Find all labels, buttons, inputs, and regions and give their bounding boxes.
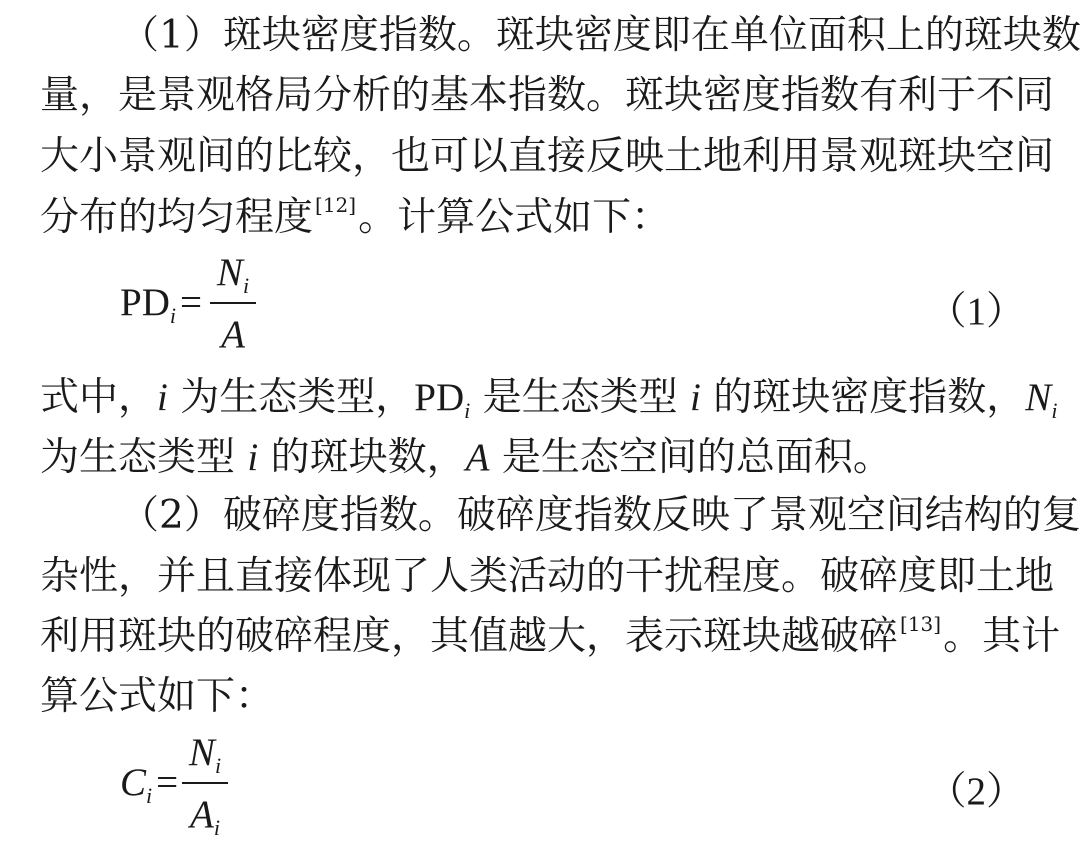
para1-line2: 量，是景观格局分析的基本指数。斑块密度指数有利于不同 (40, 73, 1055, 118)
eq1-fraction (210, 250, 256, 358)
eq2-lhs-main: C (120, 761, 147, 804)
eq2-num-sub: i (214, 753, 222, 778)
eq1-lhs-sub: i (169, 303, 176, 328)
eq1-equals: = (179, 281, 202, 324)
explain-line1 (40, 370, 1058, 426)
explain-line2 (40, 430, 1025, 486)
eq2-denominator (182, 792, 228, 838)
eq1-number: （1） (927, 290, 1025, 333)
para2-line3-text: 利用斑块的破碎程度，其值越大，表示斑块越破碎 (40, 614, 899, 659)
eq2-numerator (182, 730, 228, 776)
para2-line3-end: 。其计 (943, 614, 1061, 659)
eq1-lhs (120, 280, 202, 328)
explain-b4: A (465, 436, 490, 479)
eq2-lhs (120, 760, 179, 808)
eq2-lhs-sub: i (146, 783, 153, 808)
eq2-fraction (182, 730, 228, 838)
eq2-den-main: A (190, 793, 214, 836)
para1-line4-text: 分布的均匀程度 (40, 195, 314, 240)
explain-a10: i (1051, 398, 1058, 423)
eq1-den-main: A (221, 313, 245, 356)
para1-line1: （1）斑块密度指数。斑块密度即在单位面积上的斑块数 (120, 13, 1081, 58)
explain-a6: 是生态类型 (470, 375, 691, 420)
explain-b3: 的斑块数， (258, 435, 466, 480)
explain-b5: 是生态空间的总面积。 (489, 435, 892, 480)
explain-b1: 为生态类型 (40, 435, 248, 480)
eq1-fraction-bar (210, 302, 256, 304)
eq2-den-sub: i (213, 815, 220, 840)
citation-12: [12] (315, 193, 357, 217)
explain-a3: 为生态类型， (167, 375, 415, 420)
equation-2 (120, 730, 1025, 840)
equation-1 (120, 250, 1025, 360)
para1-line3: 大小景观间的比较，也可以直接反映土地利用景观斑块空间 (40, 134, 1055, 179)
para2-line3 (40, 609, 1061, 665)
eq2-fraction-bar (182, 782, 228, 784)
eq1-denominator (210, 312, 256, 358)
explain-a1: 式中， (40, 375, 158, 420)
eq2-num-main: N (188, 731, 215, 774)
explain-a8: 的斑块密度指数， (700, 375, 1026, 420)
eq1-lhs-main: PD (120, 281, 170, 324)
explain-a7: i (690, 376, 701, 419)
explain-a2: i (157, 376, 168, 419)
para1-line4 (40, 190, 1025, 246)
eq1-num-main: N (216, 251, 243, 294)
explain-b2: i (247, 436, 259, 479)
eq1-num-sub: i (242, 273, 250, 298)
eq1-numerator (210, 250, 256, 296)
para1-line4-end: 。计算公式如下： (358, 195, 671, 240)
eq2-equals: = (156, 761, 179, 804)
explain-a4: PD (414, 376, 465, 419)
para2-line4: 算公式如下： (40, 674, 275, 719)
para2-line2: 杂性，并且直接体现了人类活动的干扰程度。破碎度即土地 (40, 554, 1055, 599)
citation-13: [13] (900, 612, 942, 636)
eq2-number: （2） (927, 770, 1025, 813)
explain-a5: i (464, 398, 471, 423)
explain-a9: N (1025, 376, 1052, 419)
para2-line1: （2）破碎度指数。破碎度指数反映了景观空间结构的复 (120, 493, 1081, 538)
